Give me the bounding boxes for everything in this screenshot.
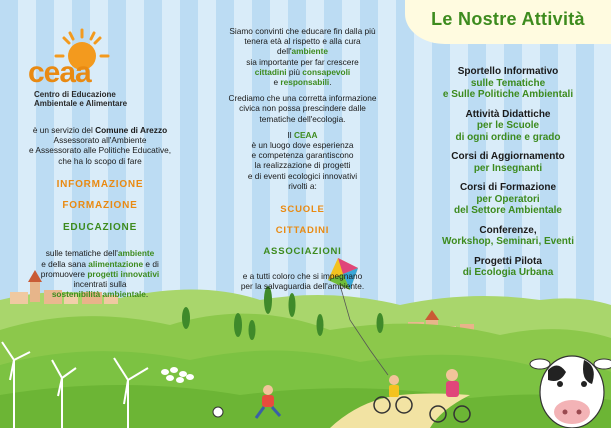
left-alimentazione: alimentazione <box>88 258 144 269</box>
activity-heading: Progetti Pilota <box>474 255 542 267</box>
mid-responsabili: responsabili <box>280 77 330 88</box>
activity-heading: Corsi di Aggiornamento <box>451 151 565 162</box>
mid-c4: la realizzazione di progetti <box>254 160 351 171</box>
activity-heading: Conferenze, <box>479 224 537 236</box>
activity-sub1: per Insegnanti <box>473 162 543 174</box>
mid-d2: per la salvaguardia dell'ambiente. <box>240 280 365 291</box>
mid-b3: tematiche dell'ecologia. <box>259 113 346 124</box>
word-scuole: SCUOLE <box>280 203 325 215</box>
activity-item <box>405 109 611 144</box>
activity-sub1: per Operatori <box>476 193 540 205</box>
logo-subtitle-line2: Ambientale e Alimentare <box>34 99 128 108</box>
left-text-block <box>0 125 200 299</box>
word-associazioni: ASSOCIAZIONI <box>263 245 342 257</box>
page-title: Le Nostre Attività <box>431 9 585 29</box>
mid-c6: rivolti a: <box>288 180 317 191</box>
activity-item <box>405 182 611 217</box>
activity-heading: Sportello Informativo <box>457 66 559 77</box>
mid-a6c: . <box>329 77 332 88</box>
mid-c3: e competenza garantiscono <box>251 150 354 161</box>
comune-arezzo: Comune di Arezzo <box>95 125 168 135</box>
activity-sub2: e Sulle Politiche Ambientali <box>442 89 574 100</box>
ceaa-logo: ceaa <box>28 56 91 89</box>
left-p2a: e della sana <box>41 258 89 269</box>
mid-d1: e a tutti coloro che si impegnano <box>242 270 363 281</box>
word-educazione: EDUCAZIONE <box>62 221 138 233</box>
left-ambiente: ambiente <box>117 248 155 259</box>
left-line3: e Assessorato alle Politiche Educative, <box>28 145 172 156</box>
mid-a4: sia importante per far crescere <box>246 56 359 67</box>
mid-a3: dell' <box>277 46 292 57</box>
mid-cittadini: cittadini <box>254 66 287 77</box>
mid-b2: civica non possa prescindere dalle <box>239 103 366 114</box>
logo-subtitle-line1: Centro di Educazione <box>34 90 116 99</box>
word-formazione: FORMAZIONE <box>62 200 138 212</box>
activity-item <box>405 256 611 279</box>
activity-item <box>405 151 611 174</box>
word-cittadini: CITTADINI <box>275 224 330 236</box>
activity-sub2: di ogni ordine e grado <box>455 131 561 143</box>
activity-sub1: Workshop, Seminari, Eventi <box>441 236 575 247</box>
mid-a1: Siamo convinti che educare fin dalla più <box>229 26 376 36</box>
mid-ceaa: CEAA <box>293 129 318 140</box>
mid-c2: è un luogo dove esperienza <box>251 140 354 151</box>
left-p4: incentrati sulla <box>73 278 127 289</box>
mid-ambiente: ambiente <box>291 46 328 57</box>
right-title-banner <box>405 0 611 44</box>
middle-text-block <box>200 26 405 291</box>
activity-heading: Corsi di Formazione <box>459 182 557 193</box>
mid-c5: e di eventi ecologici innovativi <box>247 170 358 181</box>
activity-sub2: del Settore Ambientale <box>454 205 562 216</box>
mid-c1a: Il <box>287 129 294 140</box>
left-sostenibilita: sostenibilità ambientale <box>51 289 146 300</box>
left-progetti-innovativi: progetti innovativi <box>87 268 160 279</box>
logo-subtitle <box>34 90 127 108</box>
activity-heading: Attività Didattiche <box>465 108 551 120</box>
left-p3a: promuovere <box>40 268 88 279</box>
activity-sub1: sulle Tematiche <box>470 77 546 89</box>
activity-sub1: per le Scuole <box>476 120 540 131</box>
activity-item <box>405 66 611 101</box>
mid-a6a: e <box>273 77 281 88</box>
activities-list <box>405 66 611 287</box>
activity-item <box>405 225 611 248</box>
left-p5c: . <box>145 289 149 300</box>
left-p2c: e di <box>143 258 159 269</box>
mid-a2: tenera età al rispetto e alla cura <box>244 36 361 47</box>
left-line4: che ha lo scopo di fare <box>58 155 142 166</box>
mid-a5b: più <box>286 66 303 77</box>
activity-sub1: di Ecologia Urbana <box>462 267 554 278</box>
mid-consapevoli: consapevoli <box>302 66 351 77</box>
left-line1: è un servizio del <box>32 125 96 135</box>
left-p1a: sulle tematiche dell' <box>45 248 118 259</box>
left-line2: Assessorato all'Ambiente <box>53 135 147 146</box>
mid-b1: Crediamo che una corretta informazione <box>228 93 377 104</box>
word-informazione: INFORMAZIONE <box>56 178 144 190</box>
